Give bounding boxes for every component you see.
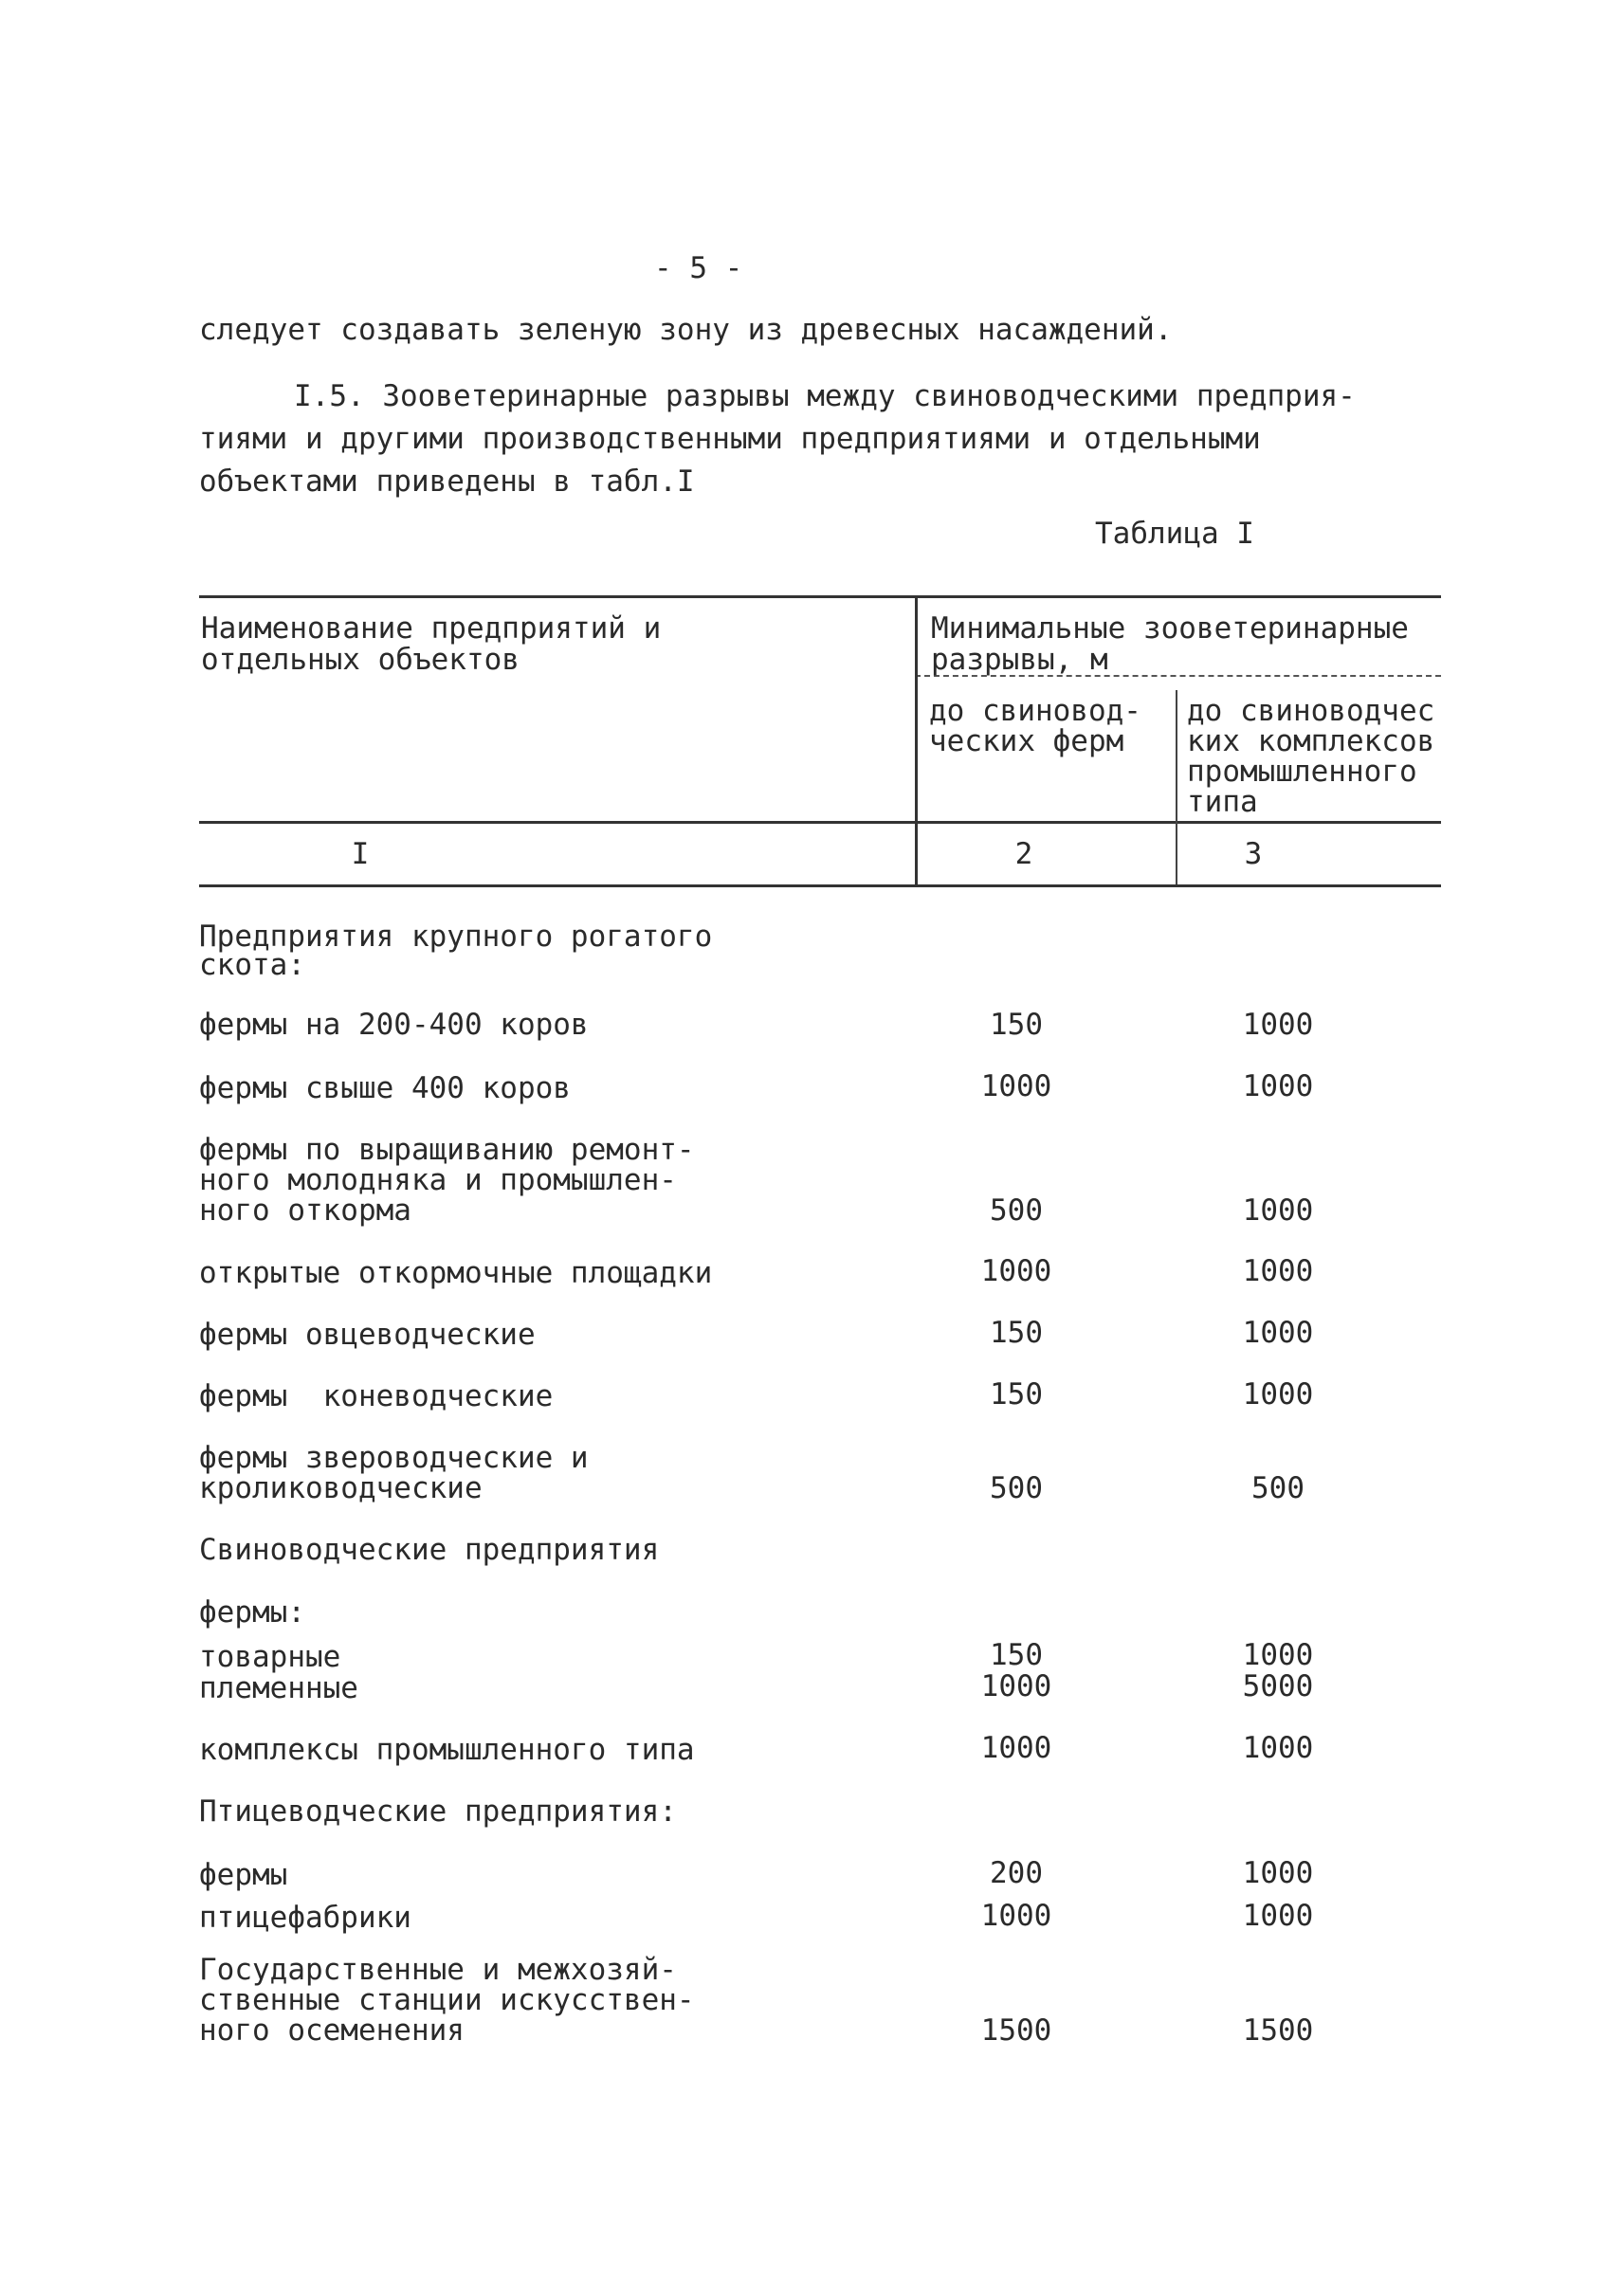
header-bottom-rule (199, 821, 1441, 824)
row-value-col3: 500 (1251, 1471, 1305, 1505)
header-col1: отдельных объектов (201, 643, 520, 677)
row-label: племенные (199, 1671, 358, 1705)
row-label: Предприятия крупного рогатого (199, 920, 713, 954)
row-value-col3: 1000 (1242, 1193, 1314, 1228)
row-label: ного откорма (199, 1193, 411, 1228)
row-value-col2: 1000 (980, 1899, 1052, 1933)
header-col3: до свиноводчес (1187, 694, 1435, 728)
column-number: I (351, 837, 370, 871)
header-group: разрывы, м (931, 643, 1108, 677)
paragraph-line: тиями и другими производственными предприятиями и отдельными (199, 422, 1261, 456)
text-line: следует создавать зеленую зону из древесных насаждений. (199, 313, 1173, 347)
row-value-col3: 5000 (1242, 1669, 1314, 1703)
row-value-col2: 150 (990, 1377, 1043, 1412)
row-value-col2: 1000 (980, 1669, 1052, 1703)
row-label: фермы по выращиванию ремонт- (199, 1133, 695, 1167)
header-col3: ких комплексов (1187, 724, 1435, 758)
row-label: скота: (199, 948, 305, 982)
column-number: 3 (1244, 837, 1263, 871)
row-value-col2: 200 (990, 1856, 1043, 1890)
row-label: ного осеменения (199, 2013, 465, 2048)
table-label: Таблица I (1095, 517, 1254, 551)
row-label: фермы (199, 1858, 288, 1892)
row-label: комплексы промышленного типа (199, 1733, 695, 1767)
row-value-col3: 1000 (1242, 1069, 1314, 1103)
paragraph-line: I.5. Зооветеринарные разрывы между свиноводческими предприя- (294, 379, 1356, 413)
row-value-col2: 1500 (980, 2013, 1052, 2048)
row-label: Птицеводческие предприятия: (199, 1794, 677, 1829)
row-label: Государственные и межхозяй- (199, 1953, 677, 1987)
paragraph-line: объектами приведены в табл.I (199, 464, 695, 499)
row-value-col3: 1000 (1242, 1377, 1314, 1412)
row-value-col2: 150 (990, 1316, 1043, 1350)
row-value-col2: 150 (990, 1008, 1043, 1042)
row-value-col3: 1000 (1242, 1316, 1314, 1350)
row-value-col2: 500 (990, 1471, 1043, 1505)
row-value-col2: 1000 (980, 1069, 1052, 1103)
row-value-col2: 150 (990, 1638, 1043, 1672)
row-value-col3: 1000 (1242, 1008, 1314, 1042)
row-label: фермы коневодческие (199, 1379, 554, 1413)
row-value-col3: 1000 (1242, 1899, 1314, 1933)
row-label: фермы овцеводческие (199, 1318, 536, 1352)
row-label: фермы звероводческие и (199, 1441, 589, 1475)
row-value-col3: 1000 (1242, 1638, 1314, 1672)
numbers-bottom-rule (199, 884, 1441, 887)
row-label: фермы на 200-400 коров (199, 1008, 589, 1042)
row-label: фермы: (199, 1595, 305, 1630)
table-top-rule (199, 595, 1441, 598)
header-col2: ческих ферм (929, 724, 1124, 758)
row-label: ственные станции искусствен- (199, 1983, 695, 2017)
row-value-col3: 1000 (1242, 1254, 1314, 1288)
row-value-col2: 1000 (980, 1254, 1052, 1288)
row-label: птицефабрики (199, 1901, 411, 1935)
row-value-col3: 1000 (1242, 1731, 1314, 1765)
row-label: Свиноводческие предприятия (199, 1533, 660, 1567)
row-value-col2: 1000 (980, 1731, 1052, 1765)
row-label: кролиководческие (199, 1471, 483, 1505)
row-label: товарные (199, 1640, 341, 1674)
row-label: ного молодняка и промышлен- (199, 1163, 677, 1197)
column-divider (915, 595, 918, 884)
row-value-col3: 1500 (1242, 2013, 1314, 2048)
row-value-col3: 1000 (1242, 1856, 1314, 1890)
column-number: 2 (1014, 837, 1033, 871)
row-label: фермы свыше 400 коров (199, 1071, 571, 1105)
header-col2: до свиновод- (929, 694, 1141, 728)
row-label: открытые откормочные площадки (199, 1256, 713, 1290)
header-col1: Наименование предприятий и (201, 611, 662, 646)
row-value-col2: 500 (990, 1193, 1043, 1228)
header-group: Минимальные зооветеринарные (931, 611, 1409, 646)
header-col3: типа (1187, 785, 1258, 819)
page-number: - 5 - (654, 251, 743, 285)
header-col3: промышленного (1187, 755, 1417, 789)
